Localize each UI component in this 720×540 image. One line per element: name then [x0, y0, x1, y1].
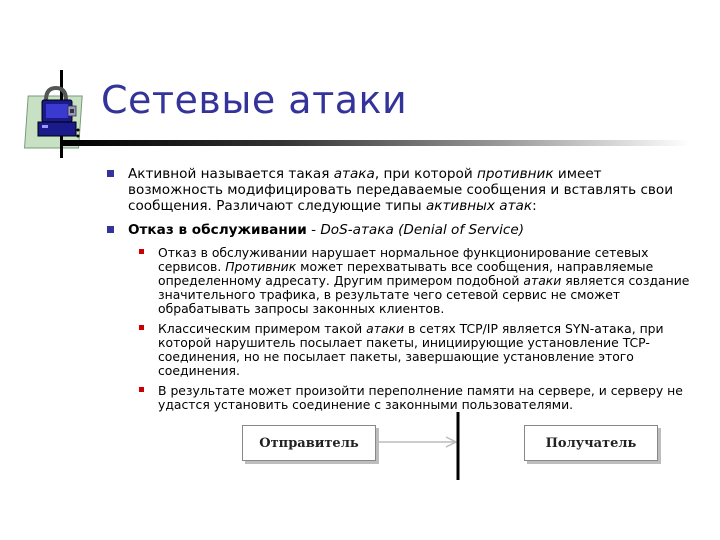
sub-bullet-syn-attack	[139, 322, 697, 378]
square-bullet-icon	[107, 226, 114, 233]
slide-content	[107, 166, 697, 418]
square-bullet-icon	[107, 170, 114, 177]
sub-bullet-dos-description	[139, 246, 697, 316]
sub-bullet-text: В результате может произойти переполнение памяти на сервере, и серверу не удастся установить соединение с законными пользователями.	[158, 383, 683, 412]
bullet-text: Активной называется такая атака, при которой противник имеет возможность модифицировать передаваемые сообщения и вставлять свои сообщения. Различают следующие типы активных атак:	[128, 166, 674, 214]
bullet-text: Отказ в обслуживании - DoS-атака (Denial of Service)	[128, 222, 525, 238]
title-divider	[62, 140, 690, 146]
bullet-dos-attack	[107, 222, 697, 238]
square-bullet-icon	[139, 249, 144, 254]
slide-title: Сетевые атаки	[101, 78, 408, 122]
sub-bullet-text: Классическим примером такой атаки в сетях TCP/IP является SYN-атака, при которой нарушитель посылает пакеты, инициирующие установление TCP-соединения, но не посылает пакеты, завершающие установление этого соединения.	[158, 321, 664, 378]
sub-bullet-text: Отказ в обслуживании нарушает нормальное функционирование сетевых сервисов. Противник может перехватывать все сообщения, направляемые определенному адресату. Другим примером подобной атаки является создание значительного трафика, в результате чего сетевой сервис не сможет обрабатывать запросы законных клиентов.	[158, 245, 690, 316]
bullet-active-attack	[107, 166, 697, 214]
sender-box: Отправитель	[242, 425, 376, 461]
receiver-box: Получатель	[524, 425, 658, 461]
square-bullet-icon	[139, 325, 144, 330]
sub-bullet-memory-overflow	[139, 384, 697, 412]
computer-lock-logo	[24, 70, 96, 160]
blocked-arrow	[240, 410, 670, 482]
square-bullet-icon	[139, 387, 144, 392]
sender-receiver-diagram	[240, 410, 670, 482]
